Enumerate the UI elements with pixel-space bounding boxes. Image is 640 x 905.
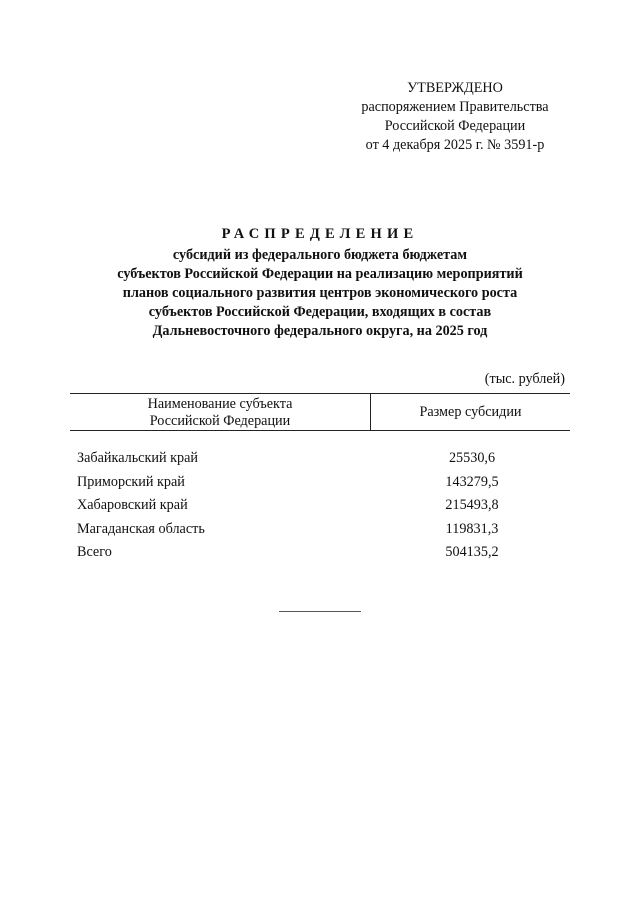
approval-heading: УТВЕРЖДЕНО xyxy=(407,80,503,96)
document-subtitle xyxy=(70,246,570,341)
table-row-total xyxy=(70,541,570,565)
region-name: Хабаровский край xyxy=(77,497,188,513)
header-name-cell xyxy=(70,394,371,430)
region-name: Приморский край xyxy=(77,473,185,490)
table-row xyxy=(70,471,570,495)
header-amount-cell: Размер субсидии xyxy=(419,404,522,420)
approval-line: Российской Федерации xyxy=(384,118,526,134)
subsidy-amount: 119831,3 xyxy=(445,520,499,537)
subtitle-line: Дальневосточного федерального округа, на 2025 год xyxy=(152,323,488,339)
subtitle-line: субъектов Российской Федерации, входящих в состав xyxy=(148,304,492,320)
table-body xyxy=(70,447,570,565)
subtitle-line: субъектов Российской Федерации на реализацию мероприятий xyxy=(117,266,523,282)
approval-line: распоряжением Правительства xyxy=(361,99,549,115)
table-header xyxy=(70,393,570,431)
units-label: (тыс. рублей) xyxy=(484,371,565,387)
approval-date: от 4 декабря 2025 г. № 3591-р xyxy=(365,137,545,153)
table-row xyxy=(70,447,570,471)
region-name: Забайкальский край xyxy=(77,450,198,466)
document-title: РАСПРЕДЕЛЕНИЕ xyxy=(221,226,419,242)
table-row xyxy=(70,518,570,542)
approval-block xyxy=(340,79,570,155)
end-divider xyxy=(279,611,361,612)
subsidy-amount: 215493,8 xyxy=(445,497,499,513)
subsidy-amount: 25530,6 xyxy=(448,450,496,466)
subsidy-amount: 143279,5 xyxy=(445,473,499,490)
table-row xyxy=(70,494,570,518)
header-name-line: Наименование субъекта xyxy=(147,396,293,412)
subtitle-line: субсидий из федерального бюджета бюджетам xyxy=(172,247,468,263)
header-name-line: Российской Федерации xyxy=(149,413,291,429)
subtitle-line: планов социального развития центров экономического роста xyxy=(122,285,518,301)
total-label: Всего xyxy=(77,544,112,560)
region-name: Магаданская область xyxy=(77,520,205,537)
total-amount: 504135,2 xyxy=(445,544,499,560)
